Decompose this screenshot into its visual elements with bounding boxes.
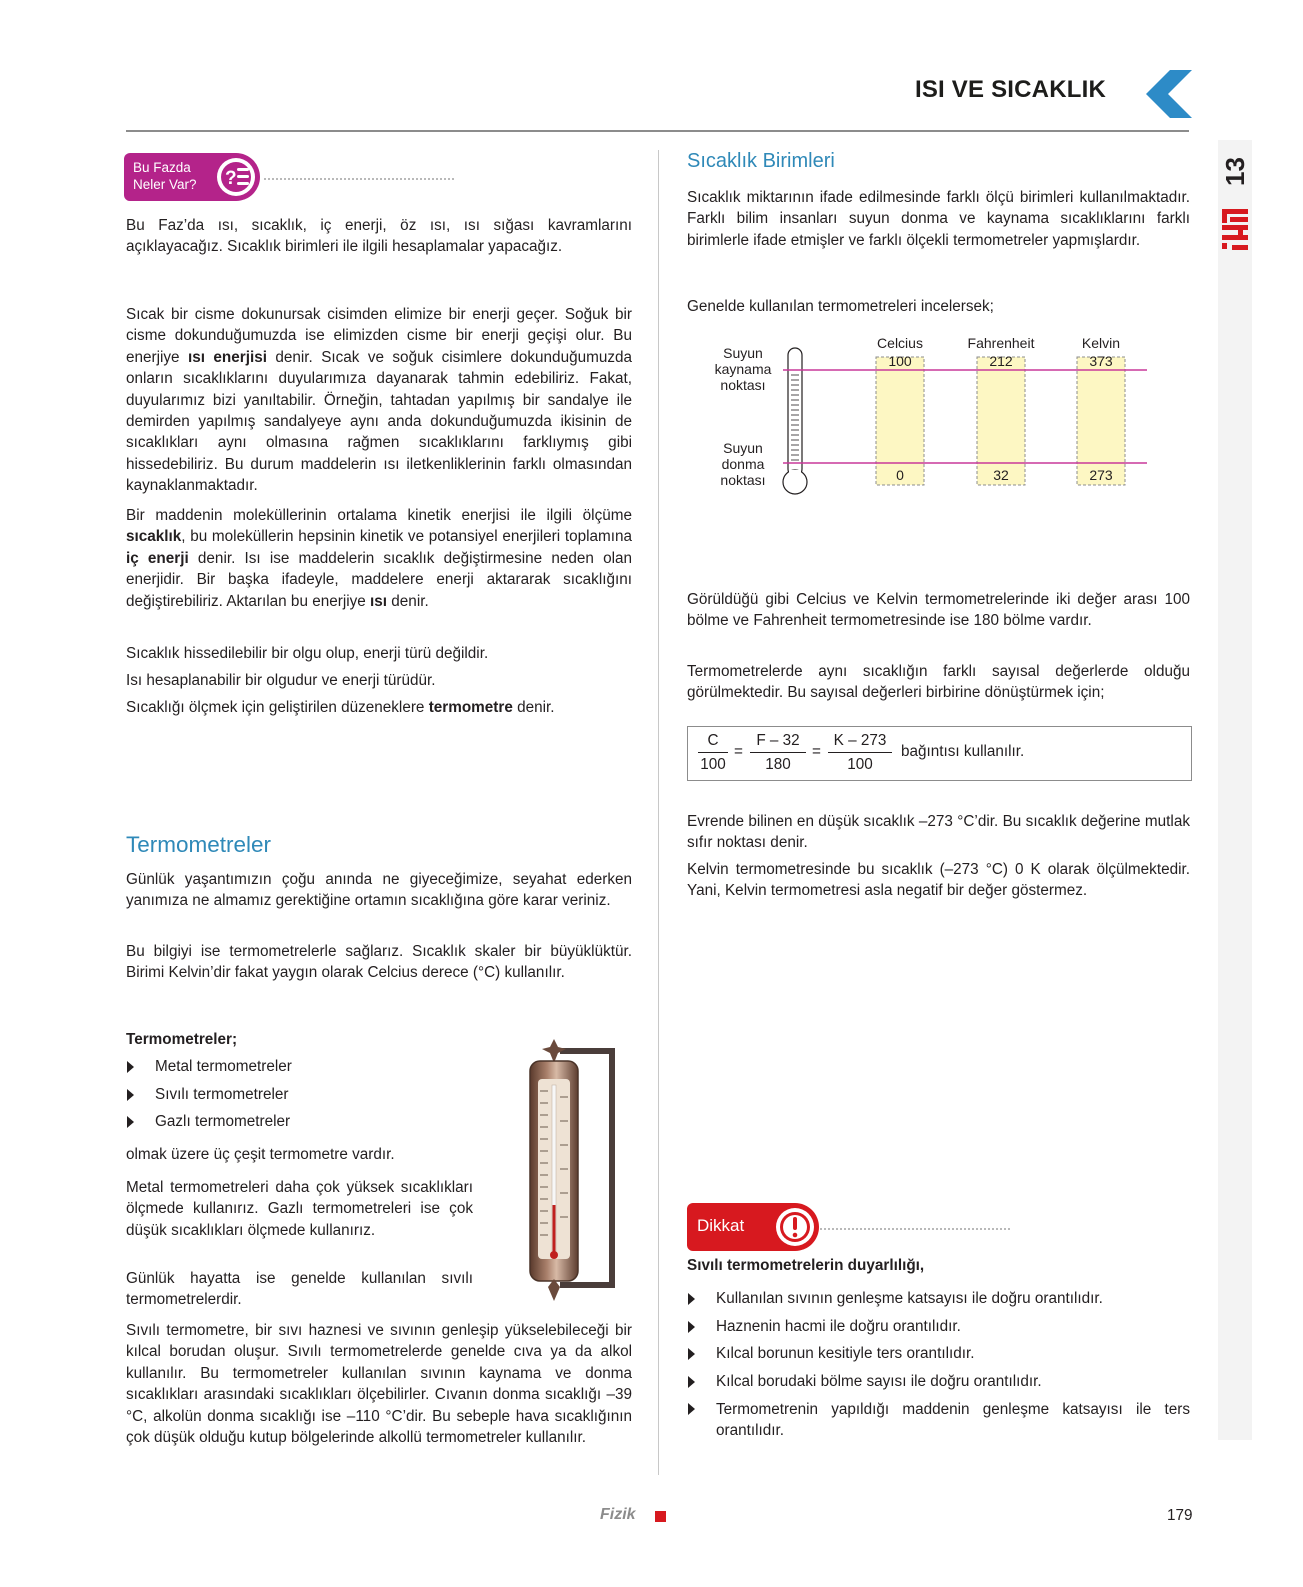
bullet-triangle-icon — [688, 1403, 695, 1415]
paragraph-temperature-definition: Bir maddenin moleküllerinin ortalama kinetik enerjisi ile ilgili ölçüme sıcaklık, bu moleküllerin hepsinin kinetik ve potansiyel enerjileri toplamına iç enerji denir. Isı ise maddelerin sıcaklık değiştirmesine neden olan enerjidir. Bir başka ifadeyle, maddelere enerji aktararak sıcaklığını değiştirebiliriz. Aktarılan bu enerjiye ısı denir. — [126, 507, 632, 610]
boiling-label-line-1: Suyun — [723, 345, 763, 361]
intro-paragraph: Bu Faz’da ısı, sıcaklık, iç enerji, öz ısı, ısı sığası kavramlarını açıklayacağız. Sıcaklık birimleri ile ilgili hesaplamalar yapacağız. — [126, 217, 632, 256]
faz-number — [1206, 150, 1262, 190]
bullet-triangle-icon — [688, 1348, 695, 1360]
list-item: Kılcal borunun kesitiyle ters orantılıdır. — [687, 1340, 1190, 1368]
list-item: Haznenin hacmi ile doğru orantılıdır. — [687, 1313, 1190, 1341]
fraction-fahrenheit-numerator: F – 32 — [750, 732, 806, 753]
fraction-celcius-numerator: C — [698, 732, 728, 753]
list-item: Gazlı termometreler — [126, 1108, 486, 1136]
list-item: Sıvılı termometreler — [126, 1081, 486, 1109]
celcius-column — [876, 357, 924, 485]
thermometer-types-list — [126, 1053, 486, 1136]
paragraph-conversion: Termometrelerde aynı sıcaklığın farklı sayısal değerlerde olduğu görülmektedir. Bu sayısal değerleri birbirine dönüştürmek için; — [687, 663, 1190, 702]
conversion-formula-box — [687, 726, 1192, 781]
header-divider — [126, 130, 1189, 132]
svg-text:?: ? — [225, 168, 237, 189]
paragraph-metal-gas: Metal termometreleri daha çok yüksek sıcaklıkları ölçmede kullanırız. Gazlı termometreleri ise çok düşük sıcaklıkları ölçmede kullanırız. — [126, 1179, 473, 1239]
bullet-triangle-icon — [688, 1293, 695, 1305]
bullet-triangle-icon — [688, 1376, 695, 1388]
bullet-triangle-icon — [688, 1321, 695, 1333]
kelvin-freezing-value: 273 — [1089, 467, 1113, 483]
freezing-label-line-3: noktası — [720, 472, 766, 488]
bu-fazda-badge — [124, 153, 264, 201]
paragraph-kelvin: Kelvin termometresinde bu sıcaklık (–273 °C) 0 K olarak ölçülmektedir. Yani, Kelvin termometresi asla negatif bir değer göstermez. — [687, 861, 1190, 900]
scale-name-celcius: Celcius — [877, 335, 923, 351]
faz-number-text: 13 — [1220, 157, 1250, 186]
column-divider — [658, 150, 659, 1475]
fraction-kelvin-numerator: K – 273 — [828, 732, 892, 753]
list-item: Termometrenin yapıldığı maddenin genleşme katsayısı ile ters orantılıdır. — [687, 1395, 1190, 1442]
paragraph-daily-life: Günlük yaşantımızın çoğu anında ne giyeceğimize, seyahat ederken yanımıza ne almamız gerektiğine ortamın sıcaklığına göre karar veriniz. — [126, 871, 632, 910]
paragraph-examine: Genelde kullanılan termometreleri incelersek; — [687, 298, 994, 315]
list-item: Metal termometreler — [126, 1053, 486, 1081]
footer-square-icon — [655, 1511, 666, 1522]
badge-dotted-rule — [264, 178, 454, 180]
boiling-label-line-3: noktası — [720, 377, 766, 393]
dikkat-dotted-rule — [820, 1228, 1010, 1230]
thermometer-tube — [788, 348, 802, 476]
boiling-label-line-2: kaynama — [714, 361, 772, 377]
page-number: 179 — [1167, 1507, 1193, 1524]
badge-line-2: Neler Var? — [133, 177, 197, 192]
paragraph-heat-energy: Sıcak bir cisme dokunursak cisimden elimize bir enerji geçer. Soğuk bir cisme dokunduğumuzda ise elimizden cisme bir enerji geçişi olur. Bu enerjiye ısı enerjisi denir. Sıcak ve soğuk cisimlere dokunduğumuzda onların sıcaklıklarını duyularımıza dayanarak tahmin edebiliriz. Fakat, duyularımız bizi yanıltabilir. Örneğin, tahtadan yapılmış bir sandalye ile demirden yapılmış sandalyeye aynı anda dokunduğumuzda ikisinin de sıcaklıkları aynı olmasına rağmen sıcaklıklarını farklıymış gibi hissedebiliriz. Bu durum maddelerin ısı iletkenliklerinin farklı olmasından kaynaklanmaktadır. — [126, 306, 632, 495]
kelvin-boiling-value: 373 — [1089, 353, 1113, 369]
freezing-label-line-2: donma — [721, 456, 765, 472]
bullet-triangle-icon — [127, 1089, 134, 1101]
fraction-kelvin — [828, 732, 892, 774]
fraction-celcius-denominator: 100 — [700, 756, 726, 773]
fahrenheit-column — [977, 357, 1025, 485]
paragraph-heat-note: Isı hesaplanabilir bir olgudur ve enerji türüdür. — [126, 672, 436, 689]
list-title: Termometreler; — [126, 1031, 238, 1048]
paragraph-three-types: olmak üzere üç çeşit termometre vardır. — [126, 1146, 395, 1163]
fraction-fahrenheit-denominator: 180 — [765, 756, 791, 773]
fraction-fahrenheit — [750, 732, 806, 774]
section-title-termometreler: Termometreler — [126, 832, 272, 857]
equals-sign: = — [734, 743, 743, 760]
page-header-title: ISI VE SICAKLIK — [914, 76, 1106, 103]
wall-thermometer-image — [520, 1035, 640, 1305]
dikkat-list — [687, 1285, 1190, 1442]
chevron-left-icon — [1146, 70, 1192, 118]
badge-line-1: Bu Fazda — [133, 160, 191, 175]
paragraph-scalar: Bu bilgiyi ise termometrelerle sağlarız. Sıcaklık skaler bir büyüklüktür. Birimi Kelvin’dir fakat yaygın olarak Celcius derece (°C) kullanılır. — [126, 943, 632, 982]
thermometer-scale-diagram — [687, 330, 1197, 510]
formula-tail: bağıntısı kullanılır. — [901, 743, 1025, 760]
dikkat-title: Sıvılı termometrelerin duyarlılığı, — [687, 1257, 925, 1274]
paragraph-temperature-note: Sıcaklık hissedilebilir bir olgu olup, enerji türü değildir. — [126, 645, 489, 662]
celcius-boiling-value: 100 — [888, 353, 912, 369]
equals-sign: = — [812, 743, 821, 760]
fahrenheit-boiling-value: 212 — [989, 353, 1013, 369]
bullet-triangle-icon — [127, 1116, 134, 1128]
dikkat-badge — [687, 1203, 819, 1251]
fraction-celcius — [698, 732, 728, 774]
section-title-sicaklik-birimleri: Sıcaklık Birimleri — [687, 150, 835, 172]
paragraph-absolute-zero: Evrende bilinen en düşük sıcaklık –273 °C’dir. Bu sıcaklık değerine mutlak sıfır noktası denir. — [687, 813, 1190, 852]
dikkat-label: Dikkat — [697, 1216, 745, 1235]
freezing-label-line-1: Suyun — [723, 440, 763, 456]
celcius-freezing-value: 0 — [896, 467, 904, 483]
fahrenheit-freezing-value: 32 — [993, 467, 1009, 483]
paragraph-units: Sıcaklık miktarının ifade edilmesinde farklı ölçü birimleri kullanılmaktadır. Farklı bilim insanları suyun donma ve kaynama sıcaklıklarını farklı birimlerle ifade etmişler ve farklı ölçekli termometreler yapmışlardır. — [687, 189, 1190, 249]
paragraph-thermometer-definition: Sıcaklığı ölçmek için geliştirilen düzeneklere termometre denir. — [126, 699, 555, 716]
bullet-triangle-icon — [127, 1061, 134, 1073]
fraction-kelvin-denominator: 100 — [847, 756, 873, 773]
paragraph-liquid-common: Günlük hayatta ise genelde kullanılan sıvılı termometrelerdir. — [126, 1270, 473, 1309]
paragraph-divisions: Görüldüğü gibi Celcius ve Kelvin termometrelerinde iki değer arası 100 bölme ve Fahrenheit termometresinde ise 180 bölme vardır. — [687, 591, 1190, 630]
faz-logo-icon — [1218, 205, 1252, 253]
paragraph-liquid-thermometer: Sıvılı termometre, bir sıvı haznesi ve sıvının genleşip yükselebileceği bir kılcal borudan oluşur. Sıvılı termometrelerde genelde cıva ya da alkol kullanılır. Bu termometreler kullanılan sıvının kaynama ve donma sıcaklıkları arasındaki sıcaklıkları ölçebilirler. Cıvanın donma sıcaklığı –39 °C, alkolün donma sıcaklığı ise –110 °C’dir. Bu sebeple hava sıcaklığının çok düşük olduğu kutup bölgelerinde alkollü termometreler kullanılır. — [126, 1322, 632, 1447]
side-tab-strip — [1218, 140, 1252, 1440]
scale-name-kelvin: Kelvin — [1081, 335, 1121, 351]
footer-subject: Fizik — [600, 1506, 636, 1523]
list-item: Kullanılan sıvının genleşme katsayısı ile doğru orantılıdır. — [687, 1285, 1190, 1313]
scale-name-fahrenheit: Fahrenheit — [967, 335, 1035, 351]
kelvin-column — [1077, 357, 1125, 485]
list-item: Kılcal borudaki bölme sayısı ile doğru orantılıdır. — [687, 1368, 1190, 1396]
